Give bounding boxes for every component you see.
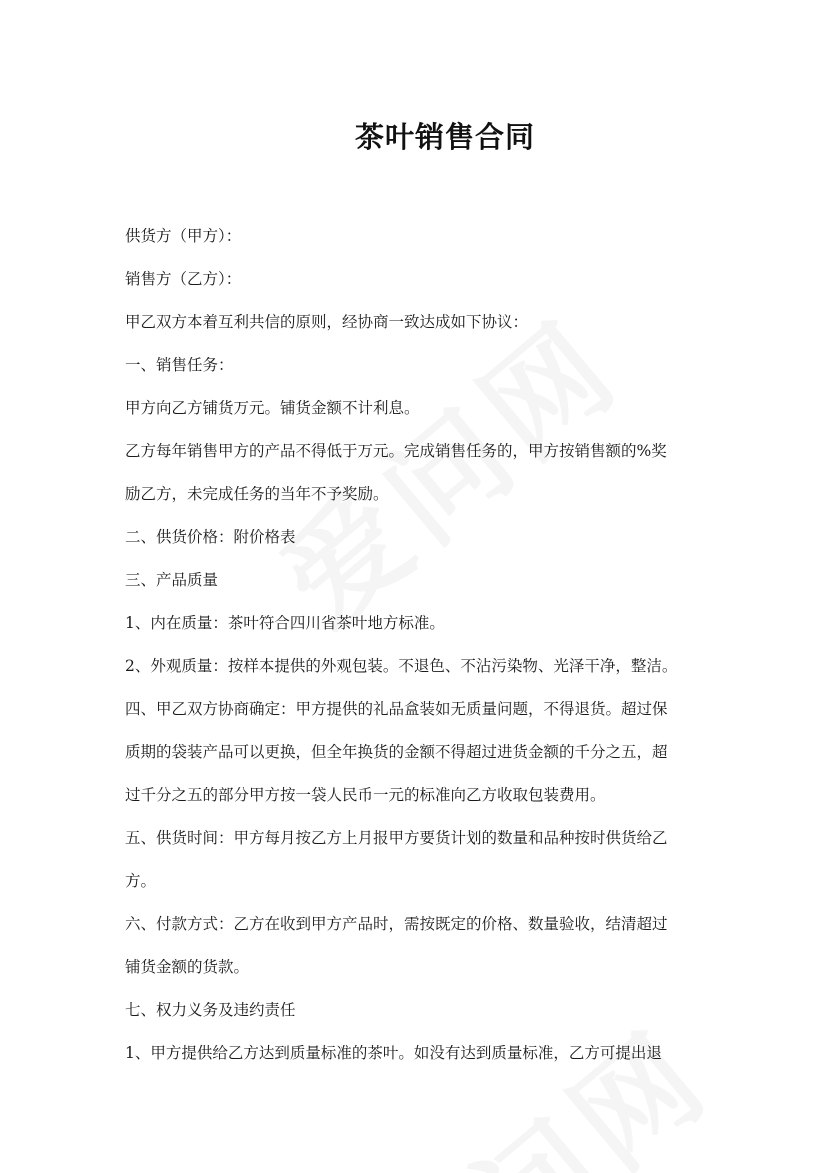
paragraph-line: 2、外观质量：按样本提供的外观包装。不退色、不沾污染物、光泽干净，整洁。 (125, 657, 678, 675)
section-heading-rights: 七、权力义务及违约责任 (125, 1001, 296, 1019)
preamble-paragraph: 甲乙双方本着互利共信的原则，经协商一致达成如下协议： (125, 313, 529, 331)
paragraph-line: 四、甲乙双方协商确定：甲方提供的礼品盒装如无质量问题，不得退货。超过保 (125, 700, 668, 718)
paragraph-line: 励乙方，未完成任务的当年不予奖励。 (125, 485, 389, 503)
document-body (125, 215, 711, 1075)
paragraph-line: 甲方向乙方铺货万元。铺货金额不计利息。 (125, 399, 420, 417)
paragraph-line: 方。 (125, 872, 157, 890)
document-title: 茶叶销售合同 (354, 120, 535, 154)
paragraph-line: 1、甲方提供给乙方达到质量标准的茶叶。如没有达到质量标准，乙方可提出退 (125, 1044, 662, 1062)
paragraph-line: 六、付款方式：乙方在收到甲方产品时，需按既定的价格、数量验收，结清超过 (125, 915, 668, 933)
section-heading-price: 二、供货价格：附价格表 (125, 528, 296, 546)
section-heading-quality: 三、产品质量 (125, 571, 219, 589)
section-heading-sales-task: 一、销售任务： (125, 356, 234, 374)
paragraph-line: 乙方每年销售甲方的产品不得低于万元。完成销售任务的，甲方按销售额的%奖 (125, 442, 667, 460)
paragraph-line: 1、内在质量：茶叶符合四川省茶叶地方标准。 (125, 614, 445, 632)
supplier-line: 供货方（甲方）： (125, 227, 242, 245)
paragraph-line: 质期的袋装产品可以更换，但全年换货的金额不得超过进货金额的千分之五，超 (125, 743, 668, 761)
paragraph-line: 过千分之五的部分甲方按一袋人民币一元的标准向乙方收取包装费用。 (125, 786, 606, 804)
paragraph-line: 铺货金额的货款。 (125, 958, 250, 976)
seller-line: 销售方（乙方）： (125, 270, 242, 288)
paragraph-line: 五、供货时间：甲方每月按乙方上月报甲方要货计划的数量和品种按时供货给乙 (125, 829, 668, 847)
